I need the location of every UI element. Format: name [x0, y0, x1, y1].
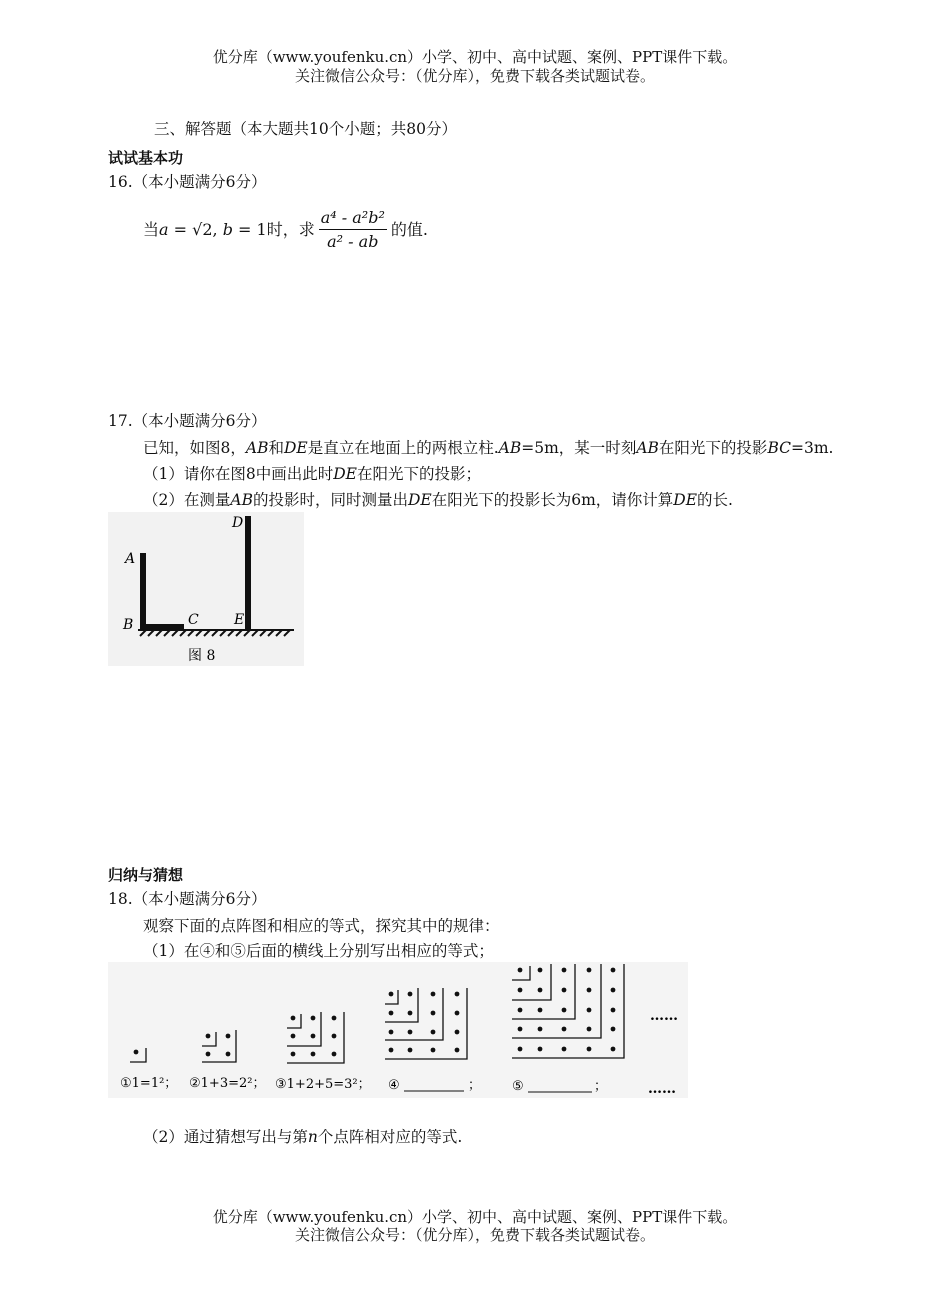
b-value: = 1: [232, 220, 267, 239]
q16-post: 的值.: [390, 220, 428, 239]
lattice-label-4: ④: [388, 1078, 400, 1093]
pole-ab: [140, 553, 146, 630]
semicolon-4: ；: [468, 1078, 482, 1093]
q16-pre: 当: [143, 220, 160, 239]
question-16-header: [108, 172, 267, 192]
question-number: 17.: [108, 412, 133, 430]
figure-background: [108, 512, 304, 666]
question-17-header: [108, 411, 267, 431]
fraction-denominator: a² - ab: [327, 232, 379, 251]
label-d: D: [232, 515, 244, 531]
fraction: [319, 208, 387, 252]
question-18-part-2: （2）通过猜想写出与第n个点阵相对应的等式.: [143, 1128, 463, 1146]
lattice-label-3: ③1+2+5=3²；: [275, 1077, 371, 1092]
footer-line-1: 优分库（www.youfenku.cn）小学、初中、高中试题、案例、PPT课件下载。: [212, 1208, 738, 1226]
semicolon-5: ；: [594, 1079, 608, 1094]
subsection-title-1: 试试基本功: [108, 149, 184, 167]
question-points: （本小题满分6分）: [132, 173, 267, 191]
question-18-intro: 观察下面的点阵图和相应的等式，探究其中的规律：: [143, 917, 500, 935]
dot-lattice-figure: [108, 962, 688, 1098]
q16-mid: 时，求: [266, 220, 315, 239]
question-18-part-1: （1）在④和⑤后面的横线上分别写出相应的等式；: [143, 942, 494, 960]
label-a: A: [125, 551, 136, 567]
shadow-bc: [140, 624, 184, 631]
a-value: = √2,: [168, 220, 223, 239]
header-line-1: 优分库（www.youfenku.cn）小学、初中、高中试题、案例、PPT课件下载。: [212, 48, 738, 66]
var-a: a: [159, 220, 169, 239]
question-number: 18.: [108, 890, 133, 908]
question-18-header: [108, 889, 267, 909]
label-b: B: [123, 617, 134, 633]
question-16-body: [143, 208, 428, 252]
question-points: （本小题满分6分）: [132, 412, 267, 430]
label-e: E: [234, 612, 245, 628]
subsection-title-2: 归纳与猜想: [108, 866, 184, 884]
figure-8: [108, 512, 304, 666]
pole-de: [245, 516, 251, 630]
section-title: 三、解答题（本大题共10个小题；共80分）: [154, 120, 457, 138]
lattice-label-5: ⑤: [512, 1079, 524, 1094]
question-points: （本小题满分6分）: [132, 890, 267, 908]
lattice-label-2: ②1+3=2²；: [189, 1076, 266, 1091]
question-17-statement: 已知，如图8，AB和DE是直立在地面上的两根立柱.AB=5m，某一时刻AB在阳光下的投影BC=3m.: [143, 439, 834, 457]
ellipsis-top: ……: [650, 1008, 678, 1024]
ellipsis-bottom: ……: [648, 1081, 676, 1097]
figure-caption: 图 8: [188, 648, 216, 664]
fraction-numerator: a⁴ - a²b²: [319, 208, 387, 230]
question-17-part-1: （1）请你在图8中画出此时DE在阳光下的投影；: [143, 465, 481, 483]
footer-line-2: 关注微信公众号：（优分库），免费下载各类试题试卷。: [294, 1226, 655, 1244]
question-17-part-2: （2）在测量AB的投影时，同时测量出DE在阳光下的投影长为6m，请你计算DE的长.: [143, 491, 733, 509]
lattice-label-1: ①1=1²；: [120, 1076, 178, 1091]
var-b: b: [222, 220, 233, 239]
header-line-2: 关注微信公众号：（优分库），免费下载各类试题试卷。: [294, 67, 655, 85]
label-c: C: [188, 612, 199, 628]
question-number: 16.: [108, 173, 133, 191]
